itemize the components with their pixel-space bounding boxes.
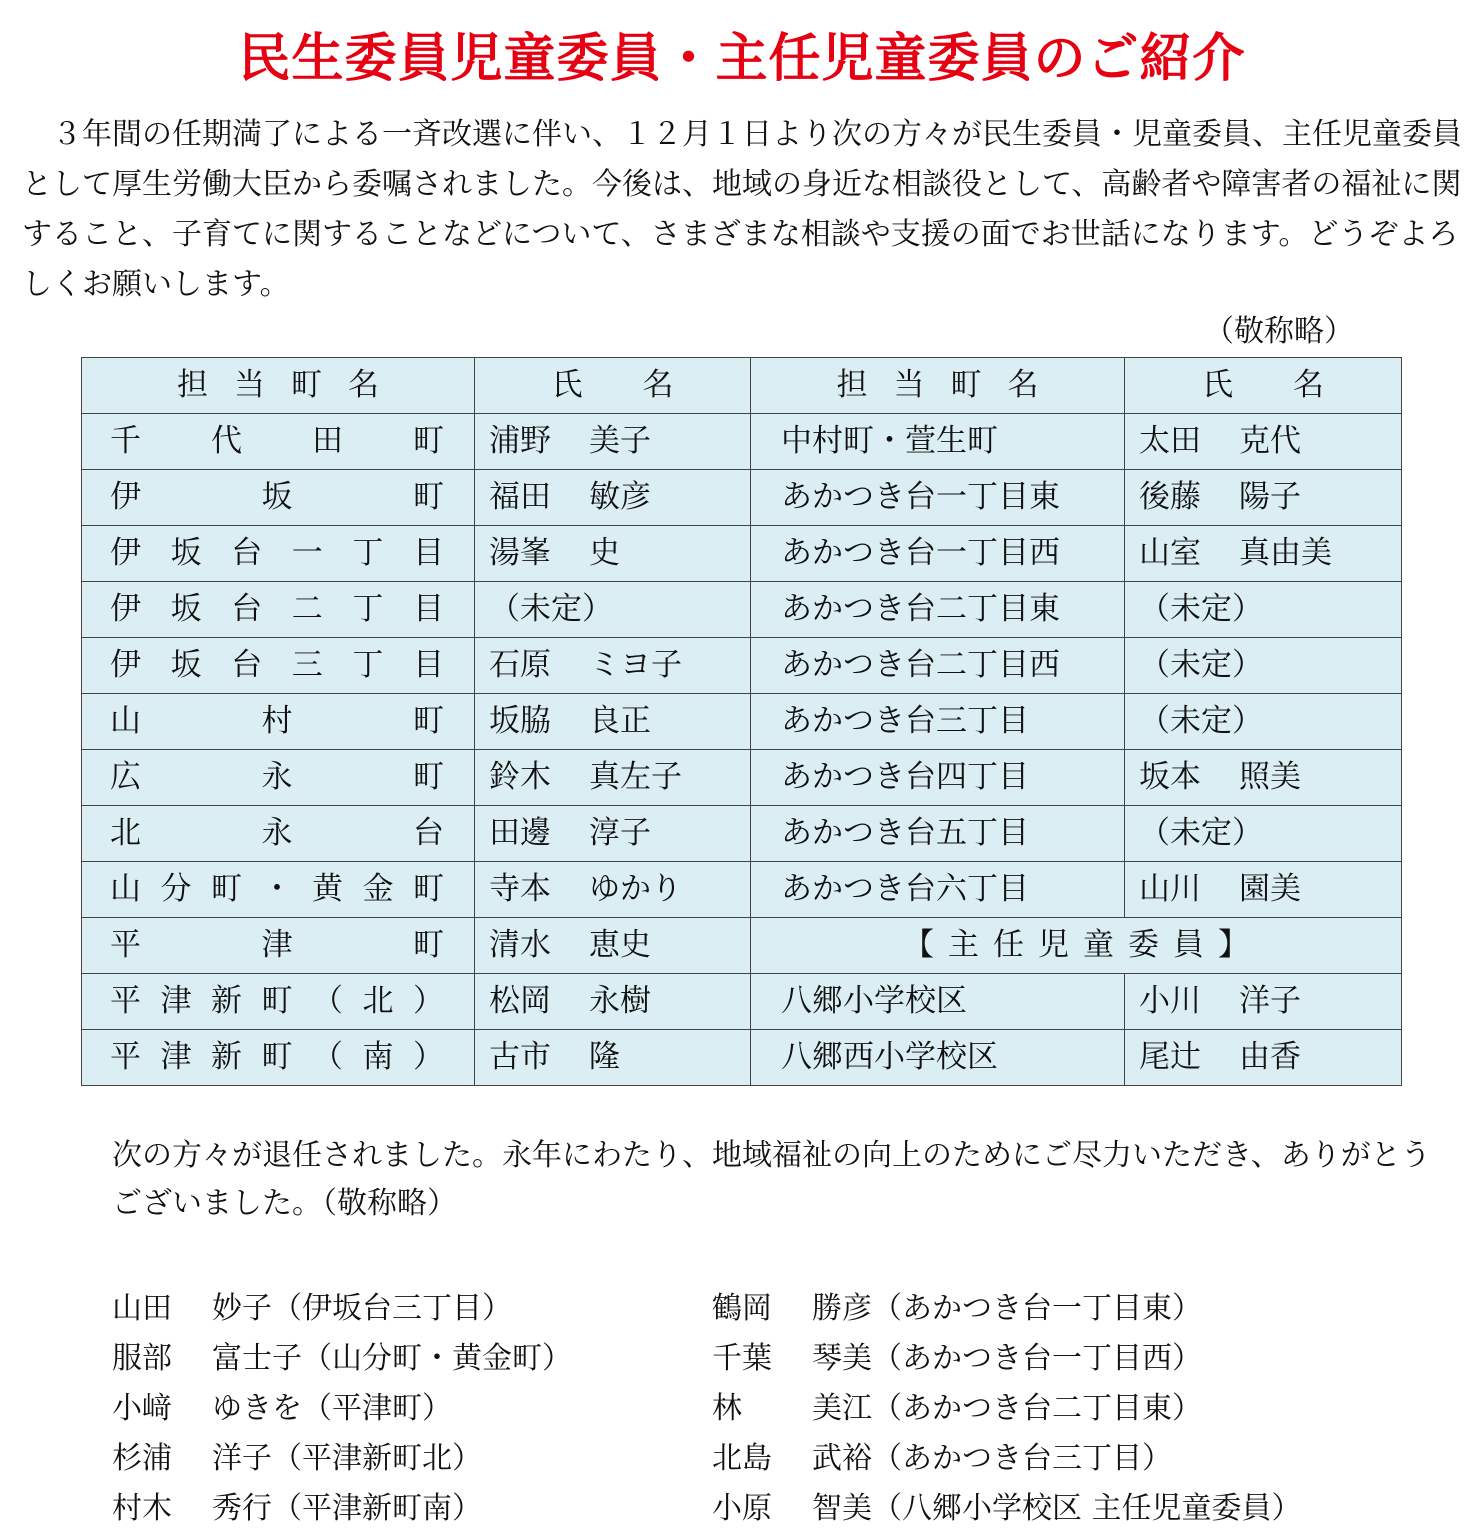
- member-name-cell: [1125, 806, 1402, 862]
- table-row: [82, 414, 1402, 470]
- member-family-name: 湯峯: [489, 535, 551, 571]
- member-name-cell: [475, 638, 751, 694]
- member-name-cell: [1125, 526, 1402, 582]
- retired-detail: 智美（八郷小学校区 主任児童委員）: [812, 1491, 1302, 1526]
- header-name-2: 氏名: [1125, 358, 1402, 414]
- chief-child-committee-heading: 【主任児童委員】: [751, 918, 1402, 974]
- member-family-name: 鈴木: [489, 759, 551, 795]
- member-name-cell: [1125, 638, 1402, 694]
- town-name: 伊 坂 台 二 丁 目: [110, 591, 444, 627]
- town-name: 山 村 町: [110, 703, 444, 739]
- member-given-name: 由香: [1239, 1039, 1301, 1075]
- town-cell: [82, 1030, 475, 1086]
- retired-detail: ゆきを（平津町）: [212, 1391, 452, 1426]
- member-name-cell: [475, 862, 751, 918]
- member-given-name: 敏彦: [589, 479, 651, 515]
- retired-family-name: 村木: [112, 1491, 172, 1526]
- retired-member: [712, 1384, 1302, 1434]
- member-name-cell: [1125, 974, 1402, 1030]
- intro-paragraph: ３年間の任期満了による一斉改選に伴い、１２月１日より次の方々が民生委員・児童委員、主任児童委員として厚生労働大臣から委嘱されました。今後は、地域の身近な相談役として、高齢者や障害者の福祉に関すること、子育てに関することなどについて、さまざまな相談や支援の面でお世話になります。どうぞよろしくお願いします。: [22, 117, 1462, 302]
- retired-family-name: 鶴岡: [712, 1291, 772, 1326]
- town-cell: [82, 806, 475, 862]
- area-cell: あかつき台一丁目東: [751, 470, 1125, 526]
- table-row: [82, 694, 1402, 750]
- retired-detail: 秀行（平津新町南）: [212, 1491, 482, 1526]
- retired-member: [712, 1334, 1302, 1384]
- member-name-cell: [1125, 862, 1402, 918]
- header-town-2: 担当町名: [751, 358, 1125, 414]
- member-given-name: 園美: [1239, 871, 1301, 907]
- member-name-cell: [475, 750, 751, 806]
- member-family-name: 小川: [1139, 983, 1201, 1019]
- members-table: [81, 357, 1402, 1086]
- member-name-cell: [475, 918, 751, 974]
- area-cell: あかつき台六丁目: [751, 862, 1125, 918]
- member-family-name: （未定）: [1139, 815, 1263, 851]
- town-name: 伊 坂 町: [110, 479, 444, 515]
- town-name: 伊 坂 台 一 丁 目: [110, 535, 444, 571]
- member-family-name: （未定）: [1139, 647, 1263, 683]
- member-given-name: 真左子: [589, 759, 682, 795]
- retired-member: [712, 1434, 1302, 1484]
- member-family-name: 福田: [489, 479, 551, 515]
- area-cell: あかつき台五丁目: [751, 806, 1125, 862]
- member-family-name: 田邊: [489, 815, 551, 851]
- member-name-cell: [475, 1030, 751, 1086]
- town-cell: [82, 694, 475, 750]
- member-name-cell: [475, 526, 751, 582]
- town-cell: [82, 638, 475, 694]
- member-family-name: 石原: [489, 647, 551, 683]
- member-given-name: ミヨ子: [589, 647, 682, 683]
- member-family-name: 後藤: [1139, 479, 1201, 515]
- retired-family-name: 山田: [112, 1291, 172, 1326]
- retired-family-name: 小﨑: [112, 1391, 172, 1426]
- town-cell: [82, 750, 475, 806]
- member-name-cell: [1125, 470, 1402, 526]
- town-name: 山 分 町 ・ 黄 金 町: [110, 871, 444, 907]
- member-family-name: （未定）: [1139, 591, 1263, 627]
- member-name-cell: [475, 694, 751, 750]
- table-row: [82, 582, 1402, 638]
- table-body: [82, 414, 1402, 1086]
- retired-member: [112, 1334, 572, 1384]
- town-cell: [82, 470, 475, 526]
- town-name: 千 代 田 町: [110, 423, 444, 459]
- area-cell: あかつき台二丁目西: [751, 638, 1125, 694]
- retired-detail: 妙子（伊坂台三丁目）: [212, 1291, 512, 1326]
- member-name-cell: [1125, 582, 1402, 638]
- member-given-name: 真由美: [1239, 535, 1332, 571]
- member-family-name: 浦野: [489, 423, 551, 459]
- town-cell: [82, 582, 475, 638]
- town-cell: [82, 974, 475, 1030]
- town-name: 北 永 台: [110, 815, 444, 851]
- member-given-name: 淳子: [589, 815, 651, 851]
- member-given-name: 美子: [589, 423, 651, 459]
- table-row: [82, 638, 1402, 694]
- retired-family-name: 服部: [112, 1341, 172, 1376]
- member-name-cell: [475, 414, 751, 470]
- member-family-name: 古市: [489, 1039, 551, 1075]
- town-name: 平 津 町: [110, 927, 444, 963]
- area-cell: あかつき台三丁目: [751, 694, 1125, 750]
- page-title: 民生委員児童委員・主任児童委員のご紹介: [238, 29, 1246, 89]
- member-name-cell: [1125, 414, 1402, 470]
- table-row: [82, 526, 1402, 582]
- member-name-cell: [1125, 694, 1402, 750]
- member-given-name: 恵史: [589, 927, 651, 963]
- member-family-name: 山室: [1139, 535, 1201, 571]
- member-given-name: 良正: [589, 703, 651, 739]
- retired-list-left: [112, 1284, 572, 1534]
- table-header-row: [82, 358, 1402, 414]
- member-given-name: ゆかり: [589, 871, 682, 907]
- town-name: 平 津 新 町 （ 北 ）: [110, 983, 444, 1019]
- table-row: [82, 1030, 1402, 1086]
- member-family-name: 坂脇: [489, 703, 551, 739]
- table-row: [82, 862, 1402, 918]
- retired-member: [712, 1284, 1302, 1334]
- retired-family-name: 林: [712, 1391, 742, 1426]
- town-cell: [82, 862, 475, 918]
- member-family-name: （未定）: [1139, 703, 1263, 739]
- header-town: 担当町名: [82, 358, 475, 414]
- area-cell: あかつき台一丁目西: [751, 526, 1125, 582]
- retired-detail: 美江（あかつき台二丁目東）: [812, 1391, 1202, 1426]
- area-cell: 八郷小学校区: [751, 974, 1125, 1030]
- member-name-cell: [475, 974, 751, 1030]
- retired-member: [112, 1284, 572, 1334]
- header-name: 氏名: [475, 358, 751, 414]
- member-name-cell: [475, 582, 751, 638]
- honorific-note: （敬称略）: [1204, 314, 1354, 349]
- member-name-cell: [1125, 1030, 1402, 1086]
- retired-detail: 勝彦（あかつき台一丁目東）: [812, 1291, 1202, 1326]
- member-name-cell: [475, 470, 751, 526]
- retired-family-name: 北島: [712, 1441, 772, 1476]
- area-cell: あかつき台二丁目東: [751, 582, 1125, 638]
- table-row: [82, 918, 1402, 974]
- member-family-name: 清水: [489, 927, 551, 963]
- member-given-name: 史: [589, 535, 620, 571]
- member-given-name: 照美: [1239, 759, 1301, 795]
- area-cell: 八郷西小学校区: [751, 1030, 1125, 1086]
- member-family-name: 寺本: [489, 871, 551, 907]
- thanks-paragraph: 次の方々が退任されました。永年にわたり、地域福祉の向上のためにご尽力いただき、ありがとうございました。（敬称略）: [112, 1138, 1431, 1221]
- town-name: 平 津 新 町 （ 南 ）: [110, 1039, 444, 1075]
- town-cell: [82, 526, 475, 582]
- member-name-cell: [475, 806, 751, 862]
- member-given-name: 克代: [1239, 423, 1301, 459]
- town-name: 伊 坂 台 三 丁 目: [110, 647, 444, 683]
- retired-member: [112, 1434, 572, 1484]
- member-family-name: 坂本: [1139, 759, 1201, 795]
- retired-member: [712, 1484, 1302, 1534]
- town-cell: [82, 918, 475, 974]
- retired-detail: 洋子（平津新町北）: [212, 1441, 482, 1476]
- area-cell: 中村町・萱生町: [751, 414, 1125, 470]
- retired-detail: 琴美（あかつき台一丁目西）: [812, 1341, 1202, 1376]
- table-row: [82, 974, 1402, 1030]
- member-given-name: 永樹: [589, 983, 651, 1019]
- town-cell: [82, 414, 475, 470]
- member-family-name: 松岡: [489, 983, 551, 1019]
- retired-family-name: 小原: [712, 1491, 772, 1526]
- member-name-cell: [1125, 750, 1402, 806]
- retired-list-right: [712, 1284, 1302, 1534]
- member-family-name: （未定）: [489, 591, 613, 627]
- table-row: [82, 806, 1402, 862]
- town-name: 広 永 町: [110, 759, 444, 795]
- retired-member: [112, 1484, 572, 1534]
- table-row: [82, 470, 1402, 526]
- retired-detail: 武裕（あかつき台三丁目）: [812, 1441, 1172, 1476]
- retired-family-name: 杉浦: [112, 1441, 172, 1476]
- table-row: [82, 750, 1402, 806]
- retired-member: [112, 1384, 572, 1434]
- member-family-name: 山川: [1139, 871, 1201, 907]
- member-given-name: 陽子: [1239, 479, 1301, 515]
- member-given-name: 隆: [589, 1039, 620, 1075]
- member-given-name: 洋子: [1239, 983, 1301, 1019]
- member-family-name: 太田: [1139, 423, 1201, 459]
- retired-detail: 富士子（山分町・黄金町）: [212, 1341, 572, 1376]
- member-family-name: 尾辻: [1139, 1039, 1201, 1075]
- area-cell: あかつき台四丁目: [751, 750, 1125, 806]
- retired-family-name: 千葉: [712, 1341, 772, 1376]
